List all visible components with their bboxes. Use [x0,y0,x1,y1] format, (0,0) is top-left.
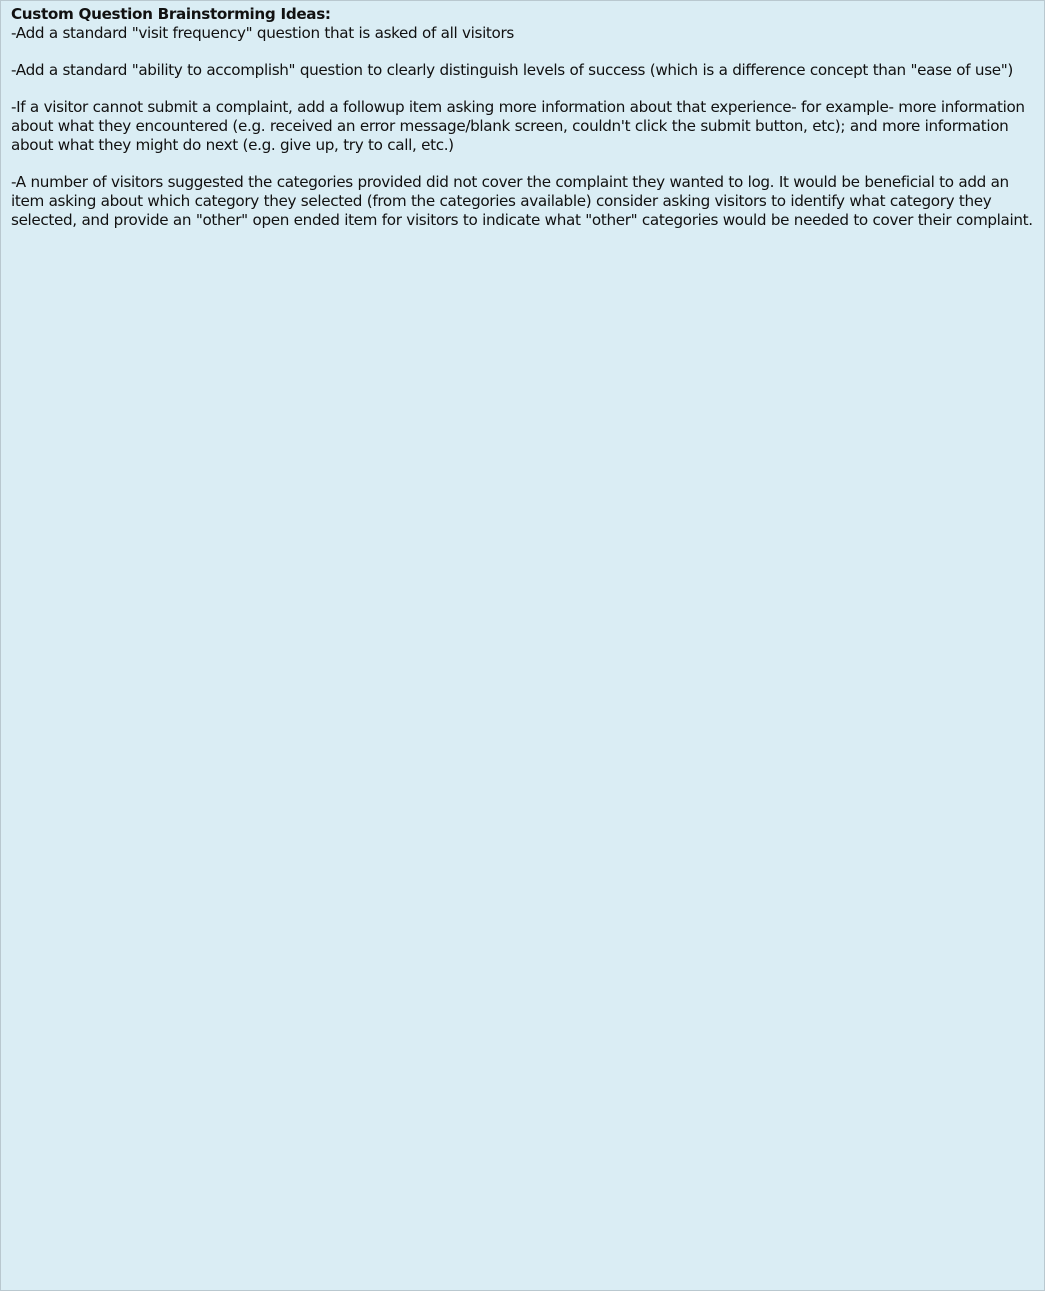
idea-ability-to-accomplish: -Add a standard "ability to accomplish" question to clearly distinguish levels of success (which is a difference concept than "ease of use") [11,61,1013,80]
idea-complaint-followup: -If a visitor cannot submit a complaint, add a followup item asking more information about that experience- for example- more information about what they encountered (e.g. received an error message/blank screen, couldn't click the submit button, etc); and more information about what they might do next (e.g. give up, try to call, etc.) [11,98,1025,154]
idea-visit-frequency: -Add a standard "visit frequency" question that is asked of all visitors [11,23,514,42]
note-content [11,5,1036,229]
note-heading: Custom Question Brainstorming Ideas: [11,5,331,23]
idea-category-other: -A number of visitors suggested the categories provided did not cover the complaint they wanted to log. It would be beneficial to add an item asking about which category they selected (from the categories available) consider asking visitors to identify what category they selected, and provide an "other" open ended item for visitors to indicate what "other" categories would be needed to cover their complaint. [11,173,1033,229]
paragraph-spacer [11,155,1036,174]
paragraph-spacer [11,42,1036,61]
paragraph-spacer [11,80,1036,99]
